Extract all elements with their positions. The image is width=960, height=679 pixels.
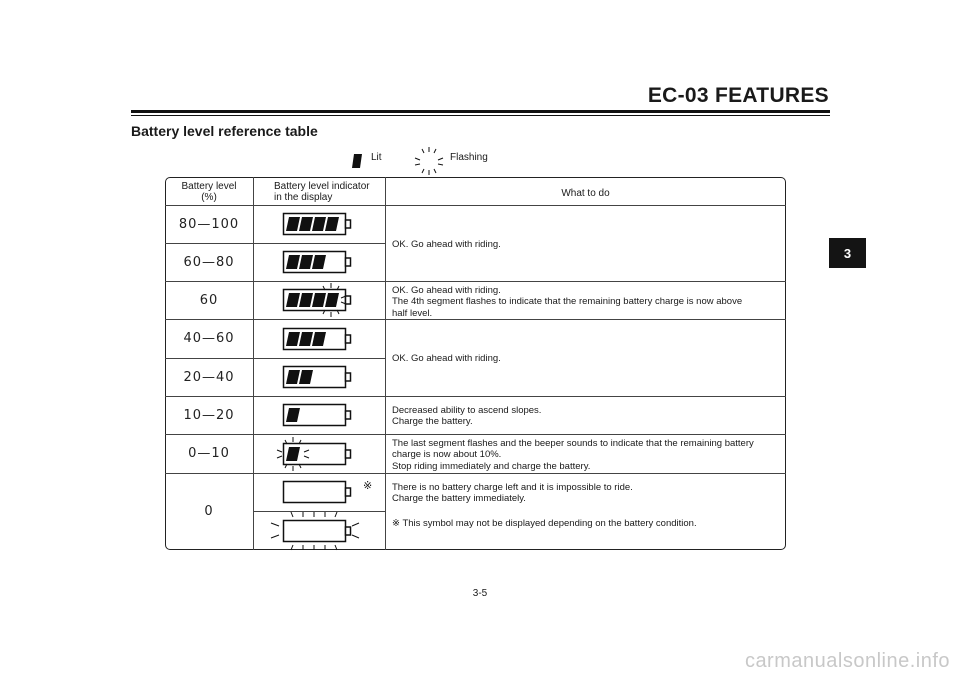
table-row-divider: [165, 434, 786, 435]
note-mark: ※: [392, 518, 400, 529]
lit-segment-icon: [352, 153, 364, 169]
table-col-divider-1: [253, 177, 254, 550]
battery-icon-1-segment: [283, 404, 353, 426]
battery-icon-last-segment-flashing: [283, 443, 353, 465]
page-number: 3-5: [472, 588, 488, 599]
flashing-burst-icon: [414, 146, 444, 176]
table-subrow-divider: [165, 243, 385, 244]
column-header-indicator: Battery level indicator in the display: [274, 181, 370, 203]
chapter-header-title: EC-03 FEATURES: [647, 84, 829, 107]
table-subrow-divider: [165, 358, 385, 359]
section-title: Battery level reference table: [131, 123, 318, 139]
level-0-10: 0—10: [188, 446, 230, 461]
level-60-80: 60—80: [183, 255, 235, 270]
action-text-0: There is no battery charge left and it is impossible to ride. Charge the battery immediately.: [392, 482, 633, 505]
table-header-divider: [165, 205, 786, 206]
action-text-60: OK. Go ahead with riding. The 4th segment flashes to indicate that the remaining battery charge is now above half level.: [392, 285, 743, 319]
column-header-action: What to do: [561, 188, 610, 199]
battery-icon-empty-flashing: [283, 520, 353, 542]
level-60: 60: [199, 293, 219, 308]
legend-flashing-label: Flashing: [450, 152, 488, 163]
level-10-20: 10—20: [183, 408, 235, 423]
battery-icon-4-segments: [283, 213, 353, 235]
note-text: This symbol may not be displayed depending on the battery condition.: [402, 518, 697, 529]
battery-icon-4th-flashing: [283, 289, 353, 311]
header-rule-thin: [131, 115, 830, 116]
action-text-80-100-60-80: OK. Go ahead with riding.: [392, 239, 501, 250]
header-rule-thick: [131, 110, 830, 113]
battery-condition-note: [392, 518, 697, 529]
watermark: carmanualsonline.info: [744, 650, 950, 672]
battery-icon-empty: [283, 481, 353, 503]
action-text-40-60-20-40: OK. Go ahead with riding.: [392, 353, 501, 364]
battery-icon-3-segments: [283, 251, 353, 273]
action-text-10-20: Decreased ability to ascend slopes. Charge the battery.: [392, 405, 542, 428]
action-text-0-10: The last segment flashes and the beeper sounds to indicate that the remaining battery charge is now about 10%. Stop riding immediately and charge the battery.: [392, 438, 754, 472]
table-row-divider: [165, 473, 786, 474]
level-0: 0: [204, 504, 214, 519]
column-header-level: Battery level (%): [181, 181, 237, 203]
battery-icon-3-segments: [283, 328, 353, 350]
table-subrow-divider: [253, 511, 385, 512]
table-row-divider: [165, 319, 786, 320]
level-40-60: 40—60: [183, 331, 235, 346]
note-mark-symbol: ※: [363, 479, 373, 492]
legend-lit-label: Lit: [371, 152, 382, 163]
table-row-divider: [165, 396, 786, 397]
battery-icon-2-segments: [283, 366, 353, 388]
level-20-40: 20—40: [183, 370, 235, 385]
table-row-divider: [165, 281, 786, 282]
table-col-divider-2: [385, 177, 386, 550]
chapter-tab: 3: [829, 238, 866, 268]
level-80-100: 80—100: [178, 217, 240, 232]
